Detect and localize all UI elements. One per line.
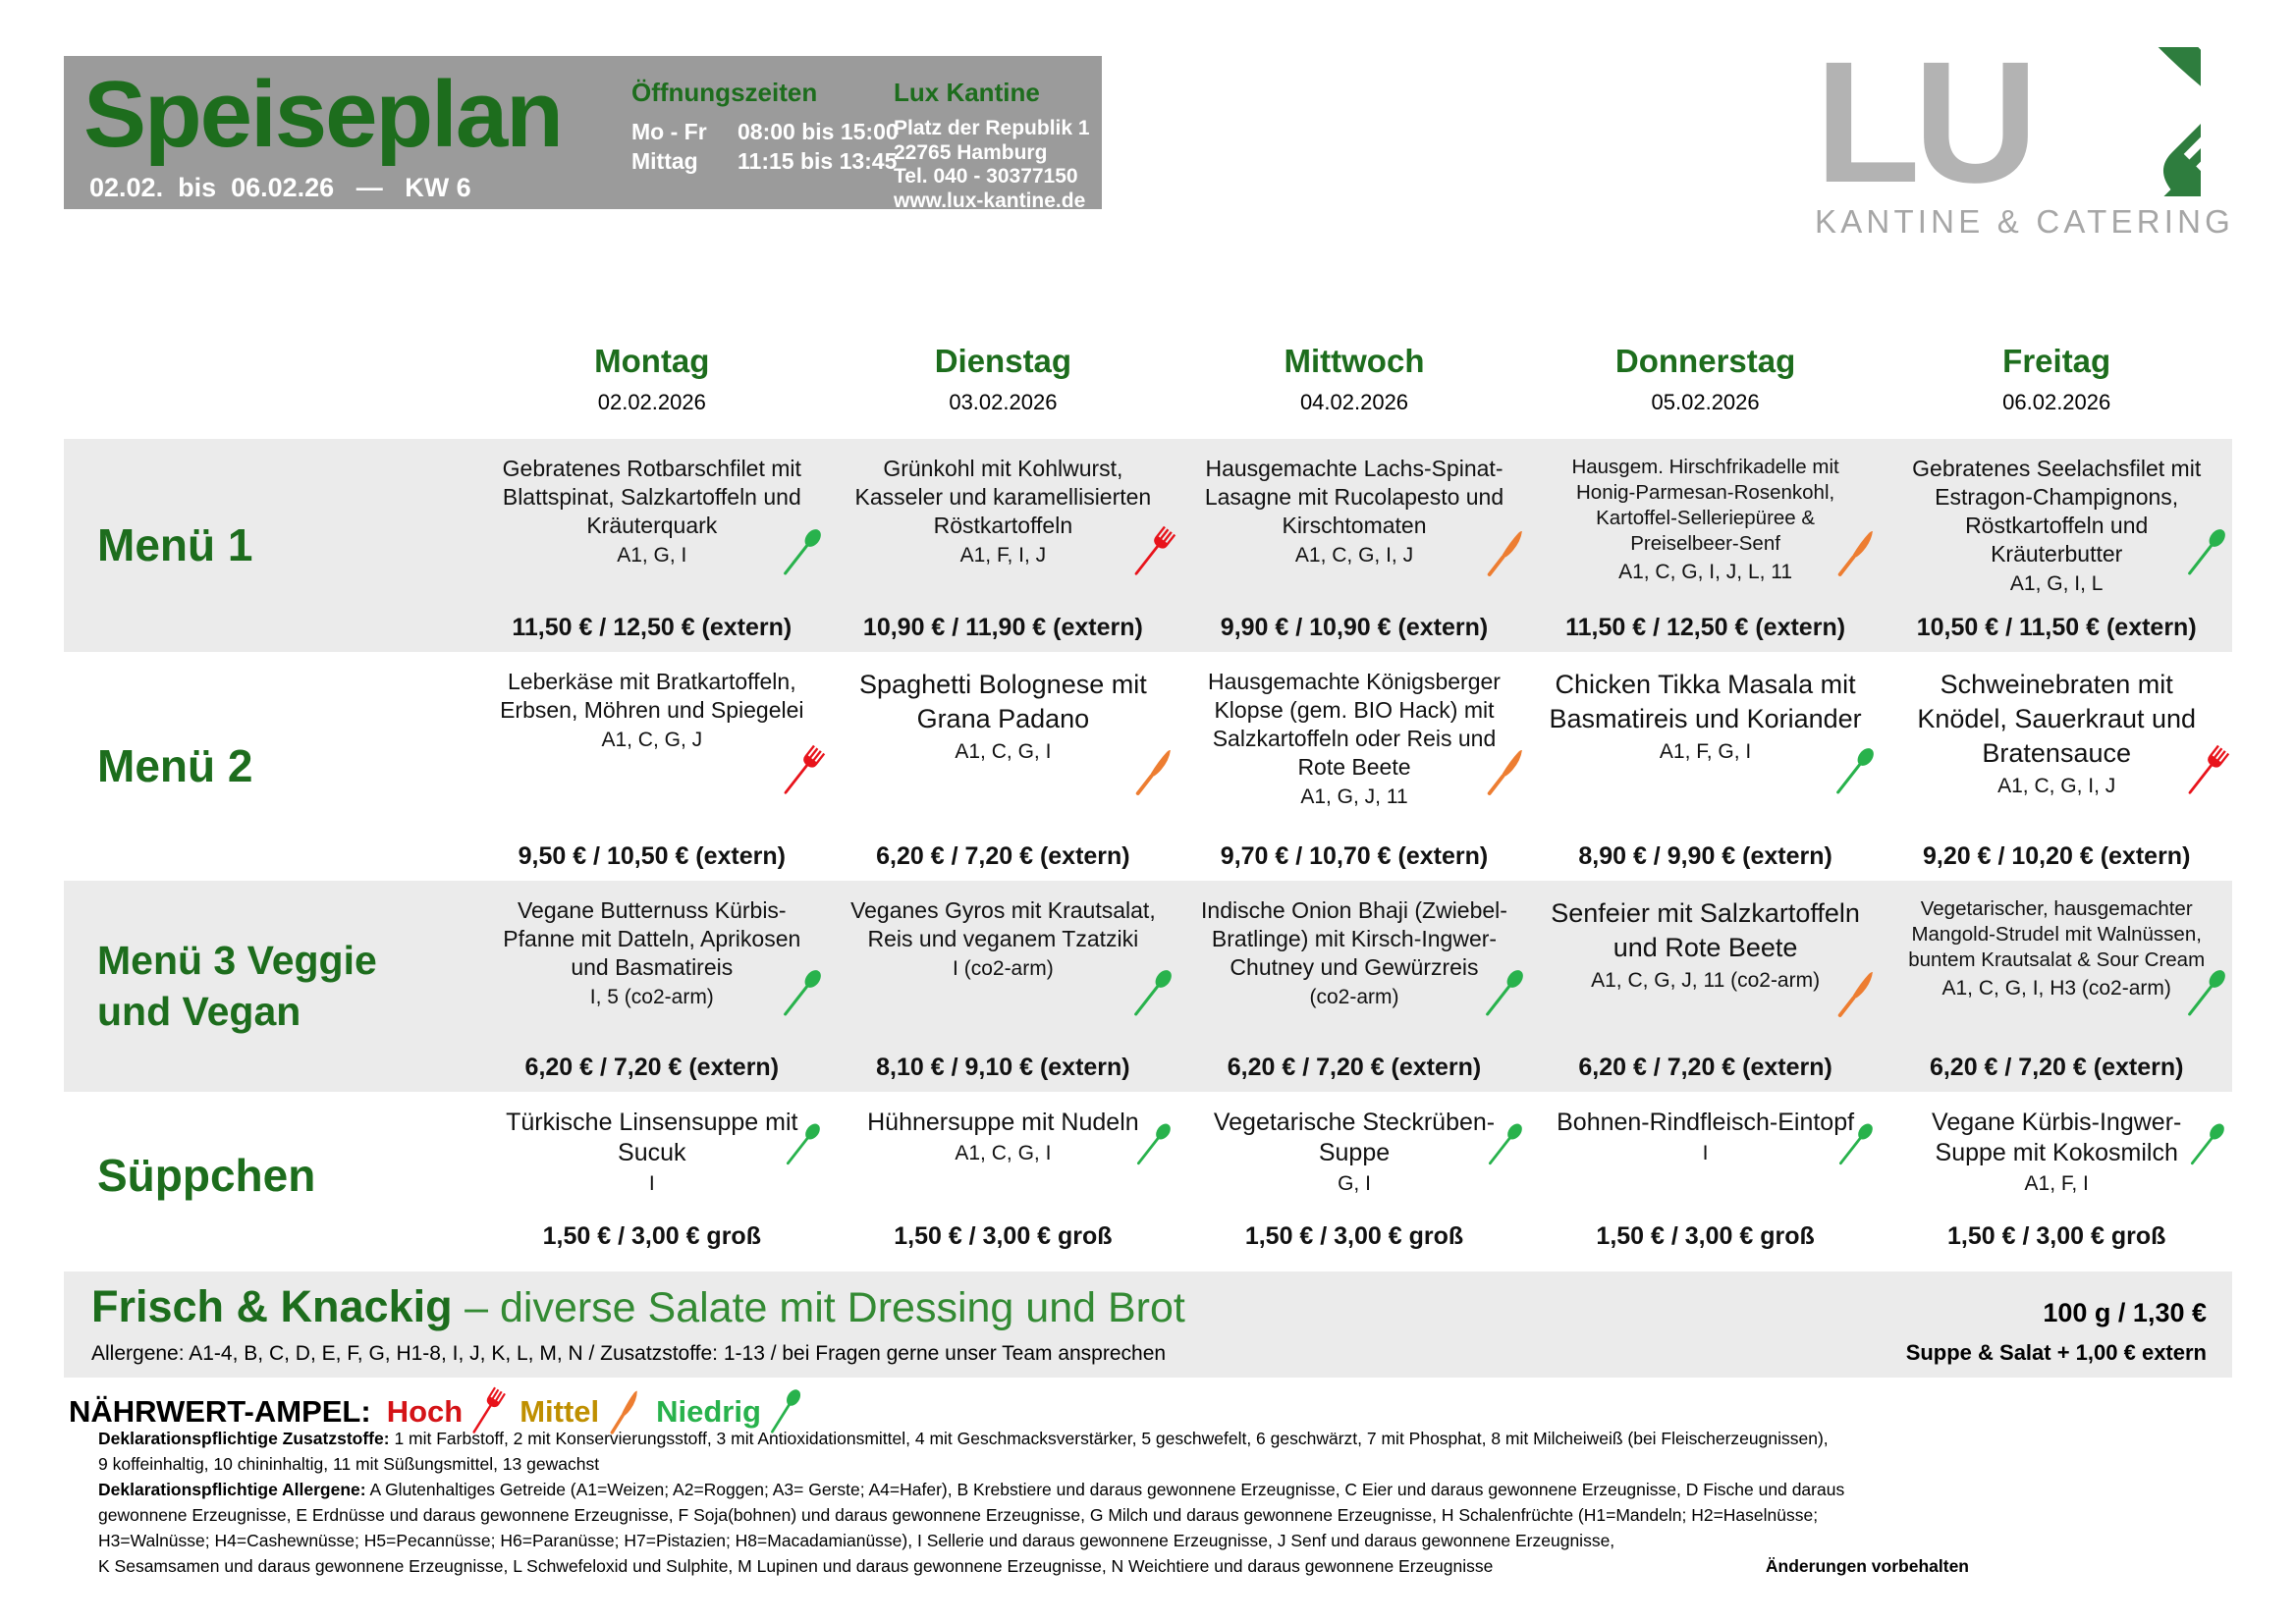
day-header-row [64,343,2232,415]
additives-line1: Deklarationspflichtige Zusatzstoffe: 1 mit Farbstoff, 2 mit Konservierungsstoff, 3 mit Antioxidationsmittel, 4 mit Geschmacksverstärker, 5 geschwefelt, 6 geschwärzt, 7 mit Phosphat, 8 mit Milcheiweiß (bei Fleischerzeugnissen), [98,1429,1829,1448]
menu-cell [1530,439,1882,652]
allergens-line3: H3=Walnüsse; H4=Cashewnüsse; H5=Pecannüsse; H6=Paranüsse; H7=Pistazien; H8=Macadamianüsse), I Sellerie und daraus gewonnene Erzeugnisse, J Senf und daraus gewonnene Erzeugnisse, [98,1531,1615,1550]
dish-name: Vegetarischer, hausgemachter Mangold-Strudel mit Walnüssen, buntem Krautsalat & Sour Cream [1908,897,2206,971]
menu-row-label: Menü 3 Veggie und Vegan [97,938,377,1034]
day-column-header [1178,343,1530,415]
dish-name: Hausgemachte Lachs-Spinat-Lasagne mit Rucolapesto und Kirschtomaten [1204,456,1504,538]
dish-name: Hühnersuppe mit Nudeln [867,1109,1139,1136]
day-column-header [476,343,828,415]
allergen-codes: I [648,1172,655,1195]
contact-website: www.lux-kantine.de [894,189,1086,212]
menu-row-label: Menü 2 [97,739,253,791]
day-date: 03.02.2026 [949,390,1058,414]
menu-row-menu1 [64,439,2232,652]
dish-name: Hausgem. Hirschfrikadelle mit Honig-Parmesan-Rosenkohl, Kartoffel-Selleriepüree & Preiselbeer-Senf [1571,456,1839,555]
legend-label-niedrig: Niedrig [656,1394,761,1429]
allergen-codes: A1, C, G, J [601,729,703,751]
menu-cell [1530,881,1882,1092]
allergen-codes: A1, C, G, I, J, L, 11 [1618,561,1793,583]
menu-row-menu2 [64,652,2232,881]
menu-row-menu3-veggie [64,881,2232,1092]
page-title: Speiseplan [83,62,562,167]
soup-salad-extern-note: Suppe & Salat + 1,00 € extern [1905,1340,2207,1365]
day-date: 04.02.2026 [1299,390,1409,414]
salad-bar-section [64,1271,2232,1378]
dish-name: Leberkäse mit Bratkartoffeln, Erbsen, Möhren und Spiegelei [500,669,804,723]
hours-row [631,146,899,176]
salad-allergen-note: Allergene: A1-4, B, C, D, E, F, G, H1-8, I, J, K, L, M, N / Zusatzstoffe: 1-13 / bei Fragen gerne unser Team ansprechen [91,1342,1167,1365]
price: 11,50 € / 12,50 € (extern) [512,614,793,641]
allergen-codes: (co2-arm) [1309,986,1399,1008]
price: 1,50 € / 3,00 € groß [542,1222,761,1250]
day-header-spacer [64,343,476,415]
allergens-line1: Deklarationspflichtige Allergene: A Glutenhaltiges Getreide (A1=Weizen; A2=Roggen; A3= Gerste; A4=Hafer), B Krebstiere und daraus gewonnene Erzeugnisse, C Eier und daraus gewonnene Erzeugnisse, D Fische und daraus [98,1480,1845,1499]
day-date: 02.02.2026 [597,390,706,414]
price: 10,50 € / 11,50 € (extern) [1916,614,2197,641]
logo-text: LU [1815,27,2032,219]
allergen-codes: A1, F, G, I [1659,740,1752,763]
day-name: Mittwoch [1284,343,1425,379]
price: 6,20 € / 7,20 € (extern) [524,1054,780,1081]
price: 9,20 € / 10,20 € (extern) [1923,842,2191,870]
allergens-line4-row [98,1553,1969,1579]
salad-title-rest: – diverse Salate mit Dressing und Brot [465,1284,1185,1331]
legend-title: NÄHRWERT-AMPEL: [69,1394,371,1429]
header-bar [64,56,1102,212]
lux-logo [1815,27,2247,241]
allergens-line4: K Sesamsamen und daraus gewonnene Erzeugnisse, L Schwefeloxid und Sulphite, M Lupinen und daraus gewonnene Erzeugnisse, N Weichtiere und daraus gewonnene Erzeugnisse [98,1556,1494,1576]
footnotes [98,1426,2023,1579]
allergen-codes: A1, C, G, J, 11 (co2-arm) [1591,969,1821,992]
menu-row-label: Menü 1 [97,518,253,570]
menu-cell [476,652,828,881]
allergen-codes: G, I [1338,1172,1371,1195]
price: 8,10 € / 9,10 € (extern) [876,1054,1130,1081]
allergen-codes: I (co2-arm) [953,957,1054,980]
menu-cell [1881,1092,2232,1261]
menu-cell [1530,652,1882,881]
hours-row [631,117,899,146]
menu-cell [476,439,828,652]
contact-heading: Lux Kantine [894,78,1040,107]
allergen-codes: A1, G, I [617,544,687,567]
date-range: 02.02. bis 06.02.26 — KW 6 [89,173,471,202]
allergen-codes: A1, F, I, J [959,544,1047,567]
dish-name: Türkische Linsensuppe mit Sucuk [506,1109,798,1166]
menu-cell [1178,652,1530,881]
price: 10,90 € / 11,90 € (extern) [862,614,1143,641]
hours-day-label: Mo - Fr [631,119,707,144]
dish-name: Grünkohl mit Kohlwurst, Kasseler und karamellisierten Röstkartoffeln [854,456,1152,538]
day-name: Montag [594,343,710,379]
menu-cell [828,881,1179,1092]
opening-hours-block [631,78,899,176]
price: 6,20 € / 7,20 € (extern) [1929,1054,2184,1081]
salad-title-line [91,1281,2207,1332]
menu-cell [1881,881,2232,1092]
allergen-codes: A1, G, J, 11 [1300,785,1408,808]
menu-cell [476,881,828,1092]
contact-block [894,78,1090,213]
price: 6,20 € / 7,20 € (extern) [1578,1054,1832,1081]
dish-name: Senfeier mit Salzkartoffeln und Rote Beete [1551,898,1860,962]
price: 8,90 € / 9,90 € (extern) [1578,842,1832,870]
price: 1,50 € / 3,00 € groß [1596,1222,1815,1250]
menu-cell [1530,1092,1882,1261]
dish-name: Schweinebraten mit Knödel, Sauerkraut und Bratensauce [1917,670,2197,768]
dish-name: Vegane Kürbis-Ingwer-Suppe mit Kokosmilch [1932,1109,2182,1166]
hours-day-label: Mittag [631,148,698,174]
salad-price: 100 g / 1,30 € [2043,1298,2207,1327]
menu-cell [1178,881,1530,1092]
contact-city: 22765 Hamburg [894,140,1048,164]
dish-name: Indische Onion Bhaji (Zwiebel-Bratlinge) mit Kirsch-Ingwer-Chutney und Gewürzreis [1201,897,1507,980]
day-date: 05.02.2026 [1651,390,1760,414]
allergen-codes: A1, C, G, I, J [1997,775,2116,797]
price: 6,20 € / 7,20 € (extern) [876,842,1130,870]
price: 9,50 € / 10,50 € (extern) [518,842,786,870]
allergens-line2: gewonnene Erzeugnisse, E Erdnüsse und daraus gewonnene Erzeugnisse, F Soja(bohnen) und daraus gewonnene Erzeugnisse, G Milch und daraus gewonnene Erzeugnisse, H Schalenfrüchte (H1=Mandeln; H2=Haselnüsse; [98,1505,1819,1525]
logo-subtitle: KANTINE & CATERING [1815,202,2235,240]
price: 9,90 € / 10,90 € (extern) [1220,614,1489,641]
crossed-knife-fork-icon [2032,47,2201,196]
dish-name: Gebratenes Seelachsfilet mit Estragon-Champignons, Röstkartoffeln und Kräuterbutter [1912,456,2202,567]
dish-name: Bohnen-Rindfleisch-Eintopf [1557,1109,1855,1136]
hours-time: 08:00 bis 15:00 [738,119,899,144]
price: 11,50 € / 12,50 € (extern) [1565,614,1846,641]
day-name: Donnerstag [1614,343,1796,379]
day-column-header [1530,343,1882,415]
hours-time: 11:15 bis 13:45 [738,148,898,174]
menu-cell [828,652,1179,881]
allergen-codes: A1, C, G, I [955,1142,1052,1164]
contact-phone: Tel. 040 - 30377150 [894,165,1078,188]
menu-cell [1178,1092,1530,1261]
additives-line2: 9 koffeinhaltig, 10 chininhaltig, 11 mit Süßungsmittel, 13 gewachst [98,1454,600,1474]
additives-label: Deklarationspflichtige Zusatzstoffe: [98,1429,390,1448]
dish-name: Veganes Gyros mit Krautsalat, Reis und veganem Tzatziki [850,897,1156,951]
dish-name: Vegane Butternuss Kürbis-Pfanne mit Datteln, Aprikosen und Basmatireis [503,897,801,980]
allergen-codes: A1, G, I, L [2009,572,2104,595]
day-column-header [828,343,1179,415]
salad-title-bold: Frisch & Knackig [91,1281,465,1331]
logo-row [1815,27,2247,219]
allergen-codes: I, 5 (co2-arm) [589,986,714,1008]
menu-cell [828,439,1179,652]
dish-name: Chicken Tikka Masala mit Basmatireis und Koriander [1549,670,1862,733]
dish-name: Hausgemachte Königsberger Klopse (gem. BIO Hack) mit Salzkartoffeln oder Reis und Rote Beete [1208,669,1501,780]
price: 1,50 € / 3,00 € groß [1947,1222,2166,1250]
allergen-codes: A1, C, G, I, J [1294,544,1414,567]
price: 1,50 € / 3,00 € groß [894,1222,1113,1250]
menu-cell [1881,439,2232,652]
allergen-codes: A1, C, G, I [955,740,1052,763]
price: 6,20 € / 7,20 € (extern) [1227,1054,1482,1081]
price: 1,50 € / 3,00 € groß [1244,1222,1464,1250]
menu-cell [1881,652,2232,881]
menu-cell [1178,439,1530,652]
menu-row-label: Süppchen [97,1150,316,1202]
salad-title [91,1281,1185,1332]
dish-name: Spaghetti Bolognese mit Grana Padano [859,670,1147,733]
menu-row-soups [64,1092,2232,1261]
changes-reserved-note: Änderungen vorbehalten [1765,1556,1969,1576]
allergens-label: Deklarationspflichtige Allergene: [98,1480,366,1499]
legend-label-mittel: Mittel [519,1394,600,1429]
day-name: Dienstag [934,343,1072,379]
dish-name: Gebratenes Rotbarschfilet mit Blattspinat, Salzkartoffeln und Kräuterquark [502,456,801,538]
menu-grid [64,439,2232,1261]
day-column-header [1881,343,2232,415]
day-date: 06.02.2026 [2002,390,2111,414]
salad-note-line [91,1340,2207,1366]
allergen-codes: I [1702,1142,1709,1164]
opening-hours-heading: Öffnungszeiten [631,78,818,107]
price: 9,70 € / 10,70 € (extern) [1220,842,1489,870]
dish-name: Vegetarische Steckrüben-Suppe [1213,1109,1496,1166]
legend-label-hoch: Hoch [386,1394,464,1429]
menu-cell [476,1092,828,1261]
allergen-codes: A1, C, G, I, H3 (co2-arm) [1941,977,2171,1000]
allergen-codes: A1, F, I [2024,1172,2089,1195]
contact-street: Platz der Republik 1 [894,117,1090,139]
day-name: Freitag [2002,343,2111,379]
menu-cell [828,1092,1179,1261]
